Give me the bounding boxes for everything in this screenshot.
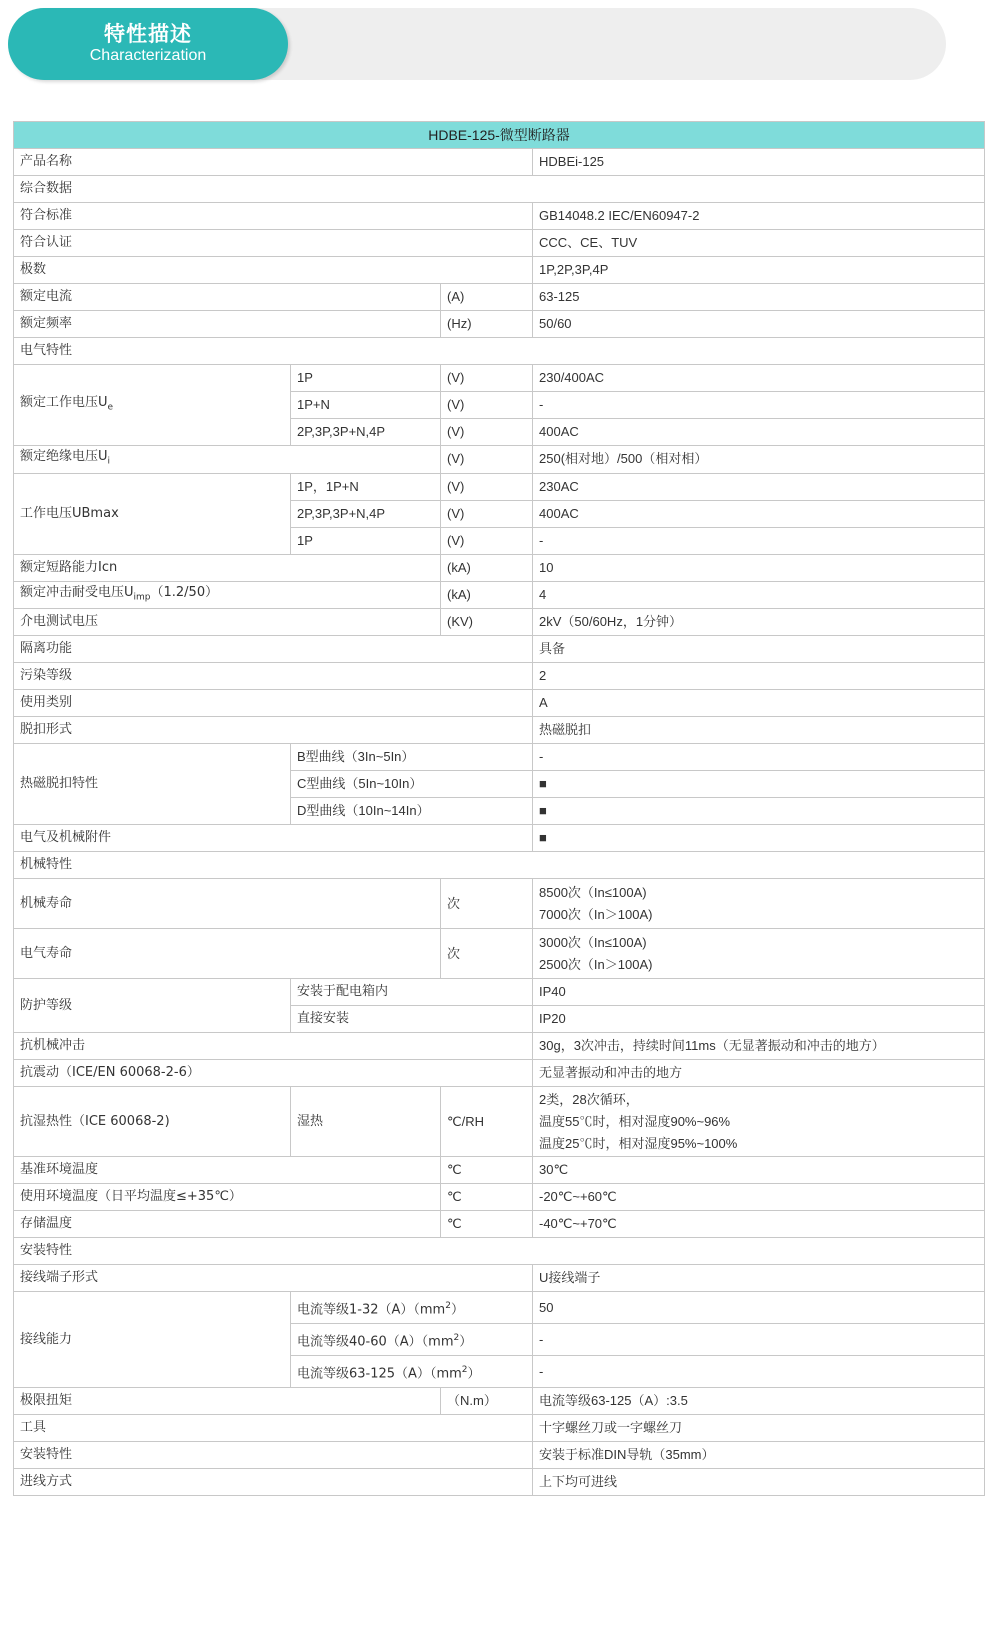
row-label: 抗机械冲击 [14, 1033, 533, 1060]
row-label-text: 额定工作电压U [20, 394, 108, 410]
table-row [14, 365, 985, 392]
row-value: 1P,2P,3P,4P [533, 257, 985, 284]
table-row [14, 1442, 985, 1469]
section-subtitle: Characterization [89, 47, 207, 64]
row-value: 50/60 [533, 311, 985, 338]
row-label: 符合标准 [14, 203, 533, 230]
row-condition: C型曲线（5In~10In） [291, 771, 533, 798]
row-condition: 2P,3P,3P+N,4P [291, 419, 441, 446]
row-label: 产品名称 [14, 149, 533, 176]
row-label: 抗湿热性（ICE 60068-2) [14, 1087, 291, 1157]
row-unit: (V) [441, 365, 533, 392]
table-row [14, 690, 985, 717]
table-row [14, 581, 985, 609]
row-value: - [533, 1324, 985, 1356]
table-row [14, 1033, 985, 1060]
table-row [14, 1060, 985, 1087]
table-section-row [14, 338, 985, 365]
row-unit: (V) [441, 500, 533, 527]
row-unit: 次 [441, 929, 533, 979]
row-value: 4 [533, 581, 985, 609]
row-unit: (A) [441, 284, 533, 311]
row-label: 脱扣形式 [14, 717, 533, 744]
table-row [14, 446, 985, 474]
table-row [14, 1388, 985, 1415]
row-condition-text: 电流等级1-32（A）（mm [297, 1301, 446, 1317]
section-label: 电气特性 [14, 338, 985, 365]
row-value-line: 2500次（In＞100A) [539, 956, 653, 972]
row-label: 抗震动（ICE/EN 60068-2-6） [14, 1060, 533, 1087]
row-condition [291, 1292, 533, 1324]
row-condition-tail: ） [459, 1333, 473, 1349]
row-condition: 1P，1P+N [291, 473, 441, 500]
row-label: 防护等级 [14, 979, 291, 1033]
row-label: 极数 [14, 257, 533, 284]
row-value: 230/400AC [533, 365, 985, 392]
row-unit: （N.m） [441, 1388, 533, 1415]
row-label-text: 额定冲击耐受电压U [20, 584, 134, 600]
row-value: 30g，3次冲击，持续时间11ms（无显著振动和冲击的地方） [533, 1033, 985, 1060]
row-unit: (kA) [441, 554, 533, 581]
row-label: 电气寿命 [14, 929, 441, 979]
row-value-line: 温度55℃时，相对湿度90%~96% [539, 1113, 731, 1129]
row-value: 具备 [533, 636, 985, 663]
table-row [14, 1211, 985, 1238]
row-label: 电气及机械附件 [14, 825, 533, 852]
row-label-subscript: e [107, 402, 114, 413]
row-value: 10 [533, 554, 985, 581]
table-section-row [14, 176, 985, 203]
row-condition-tail: ） [450, 1301, 464, 1317]
row-value [533, 1087, 985, 1157]
row-label: 使用环境温度（日平均温度≤+35℃） [14, 1184, 441, 1211]
row-label [14, 446, 441, 474]
row-condition-superscript: 2 [453, 1332, 460, 1343]
row-value: -40℃~+70℃ [533, 1211, 985, 1238]
row-value: HDBEi-125 [533, 149, 985, 176]
row-label-subscript: i [107, 456, 111, 467]
table-row [14, 979, 985, 1006]
row-label: 符合认证 [14, 230, 533, 257]
section-label: 机械特性 [14, 852, 985, 879]
row-value: IP40 [533, 979, 985, 1006]
row-label: 接线端子形式 [14, 1265, 533, 1292]
row-label [14, 581, 441, 609]
table-row [14, 825, 985, 852]
row-value-line: 7000次（In＞100A) [539, 906, 653, 922]
row-label: 介电测试电压 [14, 609, 441, 636]
row-condition: 安装于配电箱内 [291, 979, 533, 1006]
row-label: 接线能力 [14, 1292, 291, 1388]
table-section-row [14, 852, 985, 879]
table-section-row [14, 1238, 985, 1265]
row-label-tail: （1.2/50） [150, 584, 219, 600]
table-row [14, 257, 985, 284]
table-row [14, 717, 985, 744]
row-unit: (V) [441, 392, 533, 419]
row-value [533, 879, 985, 929]
row-value: -20℃~+60℃ [533, 1184, 985, 1211]
row-condition: 直接安装 [291, 1006, 533, 1033]
table-row [14, 230, 985, 257]
section-title: 特性描述 [104, 22, 192, 46]
table-caption: HDBE-125-微型断路器 [14, 122, 985, 149]
row-label: 工具 [14, 1415, 533, 1442]
row-value: 电流等级63-125（A）:3.5 [533, 1388, 985, 1415]
row-label: 使用类别 [14, 690, 533, 717]
row-label: 进线方式 [14, 1469, 533, 1496]
section-label: 安装特性 [14, 1238, 985, 1265]
row-value: - [533, 744, 985, 771]
row-condition-tail: ） [467, 1365, 481, 1381]
row-value-line: 温度25℃时，相对湿度95%~100% [539, 1135, 738, 1151]
table-row [14, 609, 985, 636]
table-row [14, 1087, 985, 1157]
row-condition-superscript: 2 [461, 1364, 468, 1375]
row-unit: ℃ [441, 1184, 533, 1211]
table-row [14, 663, 985, 690]
row-label: 额定频率 [14, 311, 441, 338]
row-unit: ℃/RH [441, 1087, 533, 1157]
row-label [14, 365, 291, 446]
row-value: IP20 [533, 1006, 985, 1033]
row-unit: ℃ [441, 1157, 533, 1184]
row-label: 隔离功能 [14, 636, 533, 663]
row-label: 额定电流 [14, 284, 441, 311]
row-value: ■ [533, 771, 985, 798]
table-row [14, 284, 985, 311]
table-row [14, 1469, 985, 1496]
row-value: ■ [533, 825, 985, 852]
row-condition-text: 电流等级63-125（A）（mm [297, 1365, 462, 1381]
table-row [14, 1265, 985, 1292]
section-header-pill [8, 8, 288, 80]
row-label: 机械寿命 [14, 879, 441, 929]
row-value: 50 [533, 1292, 985, 1324]
row-value-line: 3000次（In≤100A) [539, 934, 647, 950]
row-value: - [533, 1356, 985, 1388]
row-value: 无显著振动和冲击的地方 [533, 1060, 985, 1087]
table-row [14, 311, 985, 338]
row-condition: 1P [291, 527, 441, 554]
spec-table [13, 121, 985, 1496]
table-row [14, 203, 985, 230]
row-unit: (V) [441, 446, 533, 474]
section-label: 综合数据 [14, 176, 985, 203]
table-row [14, 149, 985, 176]
table-row [14, 554, 985, 581]
row-condition: 1P+N [291, 392, 441, 419]
table-row [14, 929, 985, 979]
row-value: 上下均可进线 [533, 1469, 985, 1496]
row-value: 2 [533, 663, 985, 690]
row-condition [291, 1356, 533, 1388]
table-caption-row [14, 122, 985, 149]
row-value: A [533, 690, 985, 717]
row-value: 2kV（50/60Hz，1分钟） [533, 609, 985, 636]
row-value-line: 2类，28次循环， [539, 1091, 639, 1107]
row-value-line: 8500次（In≤100A) [539, 884, 647, 900]
table-row [14, 1292, 985, 1324]
row-unit: (Hz) [441, 311, 533, 338]
row-value: - [533, 392, 985, 419]
row-unit: 次 [441, 879, 533, 929]
row-value: 十字螺丝刀或一字螺丝刀 [533, 1415, 985, 1442]
row-unit: (kA) [441, 581, 533, 609]
row-unit: (V) [441, 419, 533, 446]
row-unit: (V) [441, 473, 533, 500]
row-value: 30℃ [533, 1157, 985, 1184]
row-label-text: 额定绝缘电压U [20, 449, 108, 464]
row-value: CCC、CE、TUV [533, 230, 985, 257]
row-condition: 1P [291, 365, 441, 392]
row-condition-superscript: 2 [445, 1300, 451, 1311]
row-label: 额定短路能力Icn [14, 554, 441, 581]
row-value: 230AC [533, 473, 985, 500]
table-row [14, 636, 985, 663]
table-row [14, 473, 985, 500]
row-label: 极限扭矩 [14, 1388, 441, 1415]
row-label: 基准环境温度 [14, 1157, 441, 1184]
row-condition [291, 1324, 533, 1356]
row-value: 63-125 [533, 284, 985, 311]
row-condition: 湿热 [291, 1087, 441, 1157]
row-label: 热磁脱扣特性 [14, 744, 291, 825]
row-unit: ℃ [441, 1211, 533, 1238]
row-value: U接线端子 [533, 1265, 985, 1292]
row-value: ■ [533, 798, 985, 825]
row-unit: (KV) [441, 609, 533, 636]
table-row [14, 1157, 985, 1184]
row-value: GB14048.2 IEC/EN60947-2 [533, 203, 985, 230]
row-value: 热磁脱扣 [533, 717, 985, 744]
row-label: 存储温度 [14, 1211, 441, 1238]
row-condition-text: 电流等级40-60（A）（mm [297, 1333, 454, 1349]
row-value: 安装于标准DIN导轨（35mm） [533, 1442, 985, 1469]
row-condition: 2P,3P,3P+N,4P [291, 500, 441, 527]
table-row [14, 879, 985, 929]
row-label: 污染等级 [14, 663, 533, 690]
row-label-subscript: imp [133, 592, 151, 603]
table-row [14, 1415, 985, 1442]
table-row [14, 1184, 985, 1211]
row-label: 工作电压UBmax [14, 473, 291, 554]
row-value: - [533, 527, 985, 554]
row-value: 250(相对地）/500（相对相） [533, 446, 985, 474]
row-unit: (V) [441, 527, 533, 554]
row-condition: D型曲线（10In~14In） [291, 798, 533, 825]
table-row [14, 744, 985, 771]
row-condition: B型曲线（3In~5In） [291, 744, 533, 771]
row-value [533, 929, 985, 979]
row-label: 安装特性 [14, 1442, 533, 1469]
row-value: 400AC [533, 419, 985, 446]
row-value: 400AC [533, 500, 985, 527]
